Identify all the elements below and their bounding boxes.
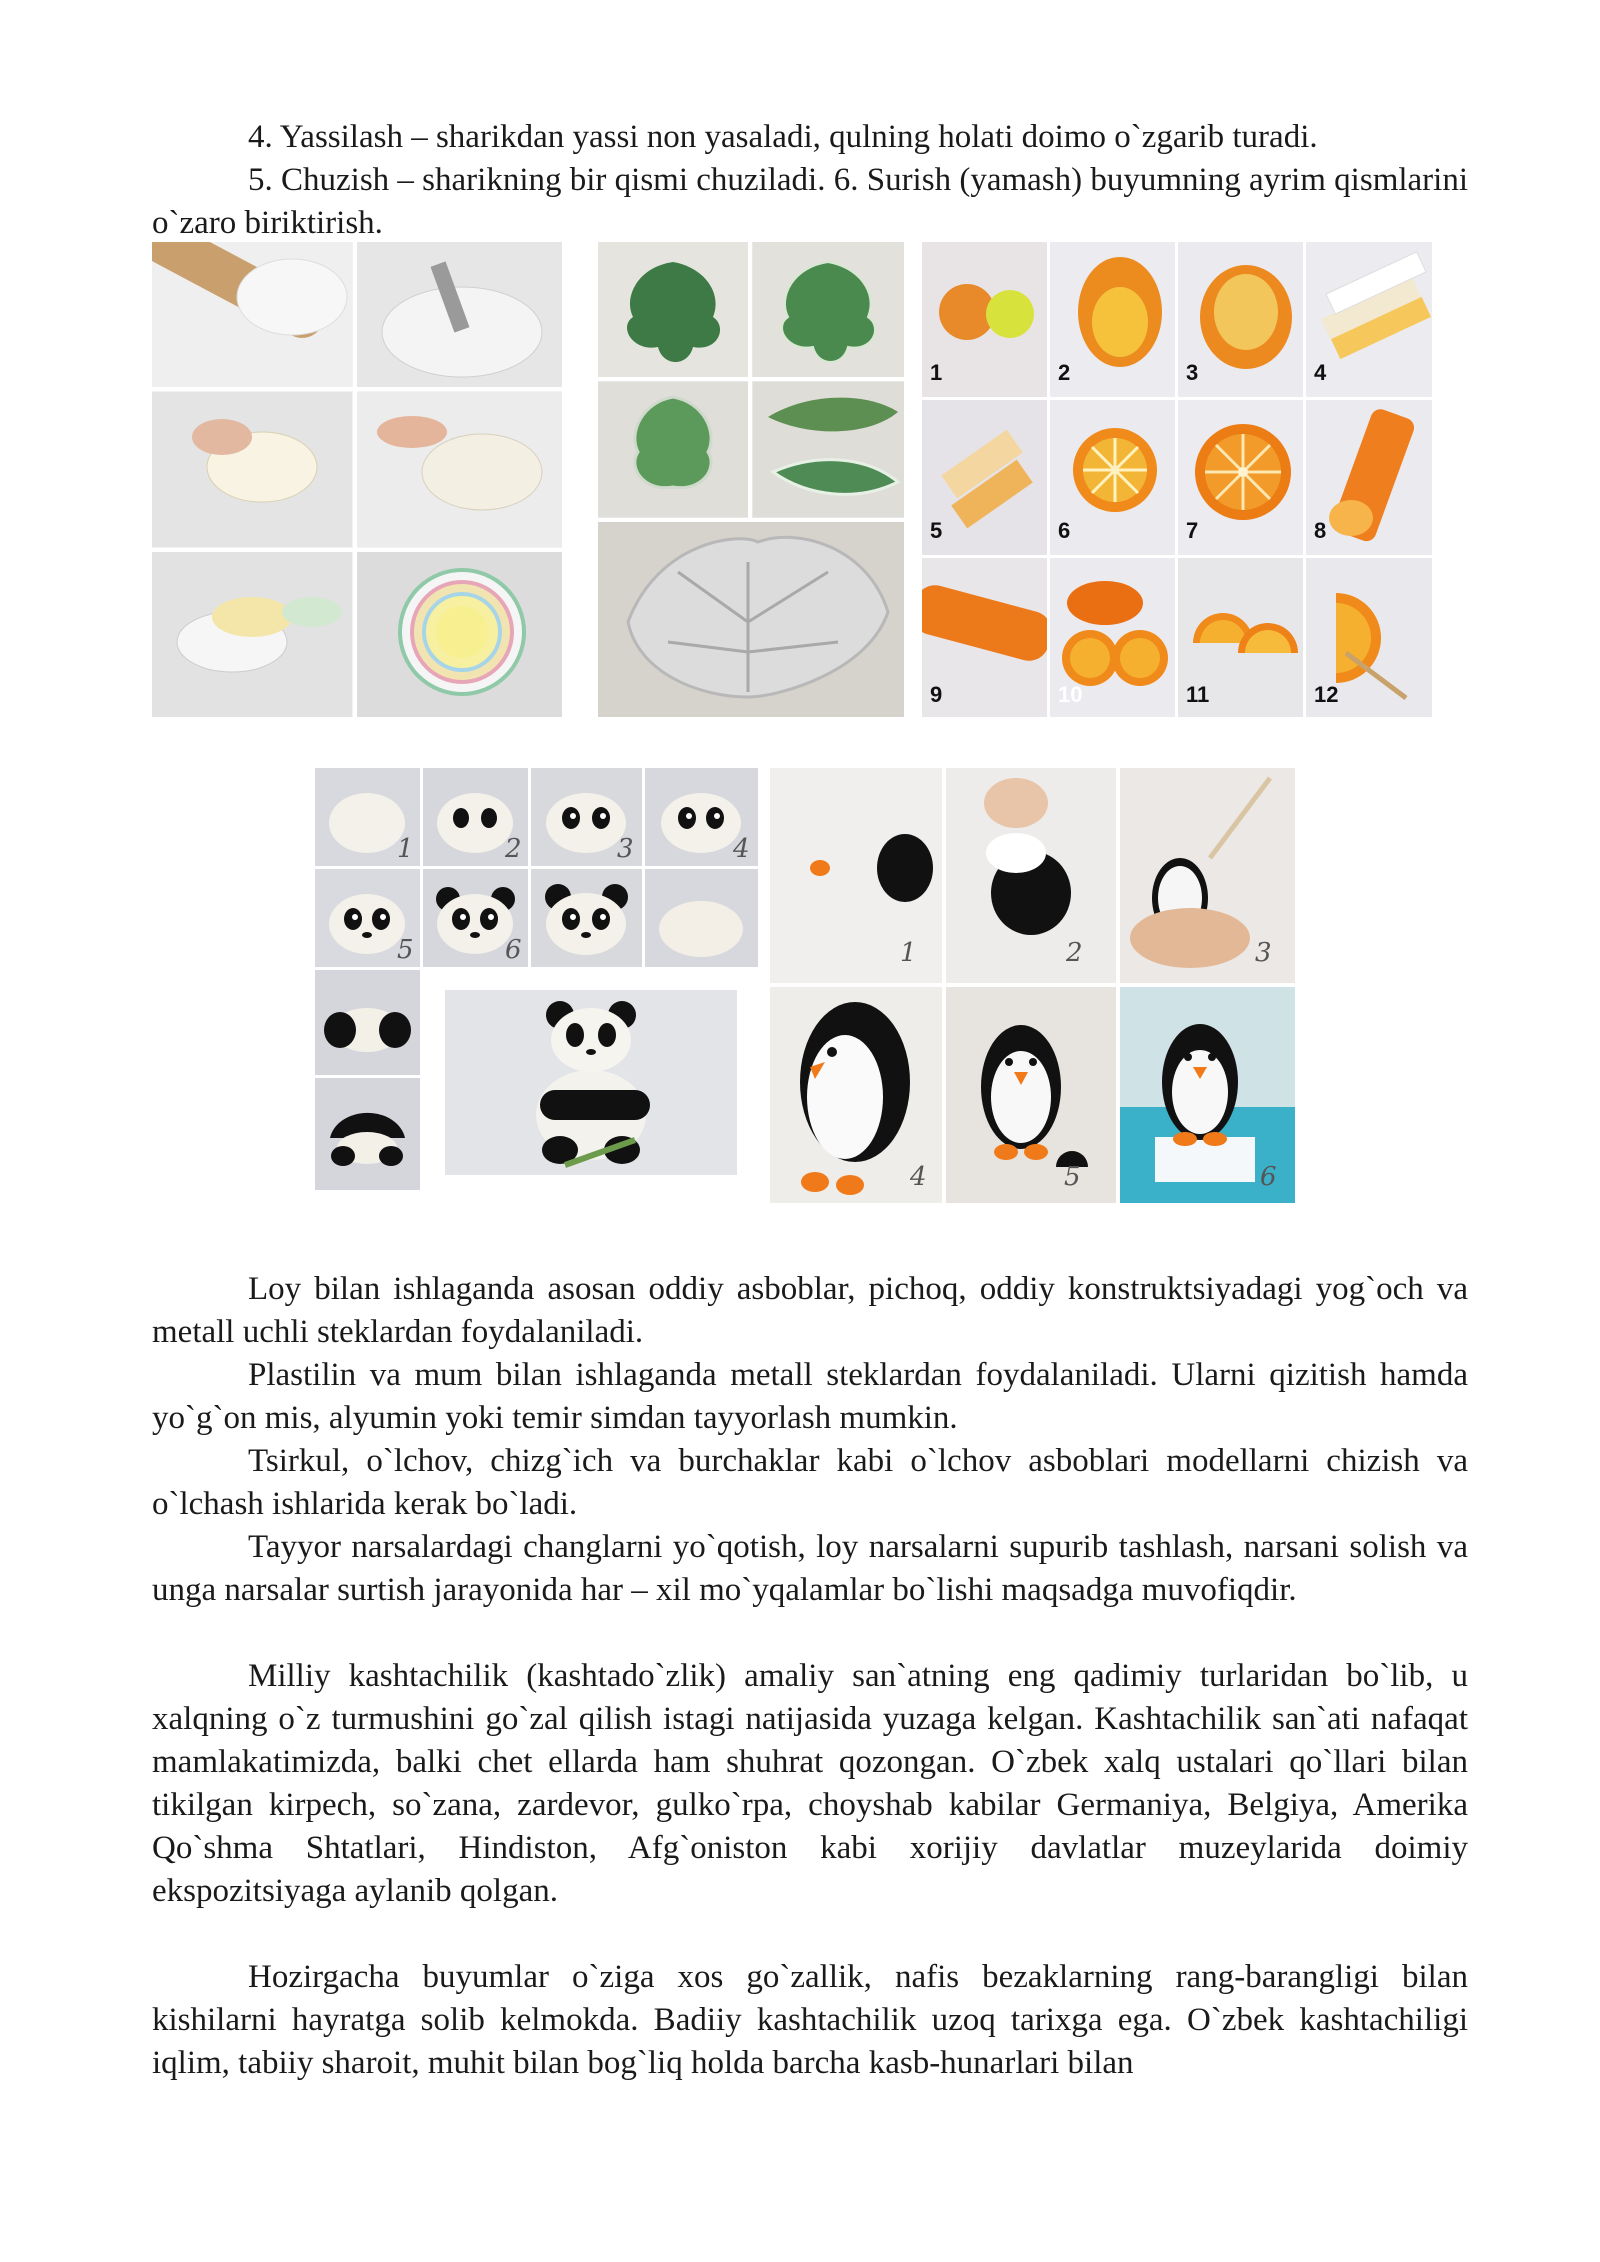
penguin-step-3: [1120, 768, 1295, 983]
penguin-step-6-label: 6: [1260, 1162, 1277, 1192]
panda-step-6-label: 6: [505, 935, 522, 965]
penguin-step-2-label: 2: [1066, 938, 1083, 968]
paragraph-embroidery-history: Hozirgacha buyumlar o`ziga xos go`zallik, nafis bezaklarning rang-barangligi bilan kishilarni hayratga solib kelmokda. Badiiy kashtachilik uzoq tarixga ega. O`zbek kashtachiligi iqlim, tabiiy sharoit, muhit bilan bog`liq holda barcha kasb-hunarlari bilan: [152, 1959, 1468, 2081]
body-text: [152, 1268, 1468, 2085]
penguin-step-5-label: 5: [1064, 1162, 1081, 1192]
orange-step-3-label: 3: [1186, 360, 1199, 385]
clay-bowl-steps-image: [152, 242, 562, 717]
orange-step-12-label: 12: [1314, 682, 1339, 707]
paragraph-embroidery: Milliy kashtachilik (kashtado`zlik) amaliy san`atning eng qadimiy turlaridan bo`lib, u xalqning o`z turmushini go`zal qilish istagi natijasida yuzaga kelgan. Kashtachilik san`ati nafaqat mamlakatimizda, balki chet ellarda ham shuhrat qozongan. O`zbek xalq ustalari qo`llari bilan tikilgan kirpech, so`zana, zardevor, gulko`rpa, choyshab kabilar Germaniya, Belgiya, Amerika Qo`shma Shtatlari, Hindiston, Afg`oniston kabi xorijiy davlatlar muzeylarida doimiy ekspozitsiyaga aylanib qolgan.: [152, 1658, 1468, 1909]
orange-step-5-label: 5: [930, 518, 943, 543]
orange-step-9-label: 9: [930, 682, 943, 707]
orange-step-4: [1306, 242, 1432, 397]
orange-step-1-label: 1: [930, 360, 943, 385]
step-4-text: 4. Yassilash – sharikdan yassi non yasaladi, qulning holati doimo o`zgarib turadi.: [248, 119, 1318, 155]
paragraph-tools-plasticine: Plastilin va mum bilan ishlaganda metall steklardan foydalaniladi. Ularni qizitish hamda yo`g`on mis, alyumin yoki temir simdan tayyorlash mumkin.: [152, 1357, 1468, 1436]
orange-step-2: [1050, 242, 1175, 397]
panda-step-3-label: 3: [617, 834, 634, 864]
penguin-step-4: [770, 987, 942, 1203]
step-5-6-text: 5. Chuzish – sharikning bir qismi chuziladi. 6. Surish (yamash) buyumning ayrim qismlarini o`zaro biriktirish.: [152, 162, 1468, 241]
panda-step-2-label: 2: [505, 834, 522, 864]
penguin-step-1: [770, 768, 942, 983]
orange-step-10-label: 10: [1058, 682, 1083, 707]
orange-step-11: [1178, 558, 1303, 717]
orange-step-5: [922, 400, 1047, 555]
orange-step-6-label: 6: [1058, 518, 1071, 543]
panda-step-4-label: 4: [733, 834, 750, 864]
orange-step-6: [1050, 400, 1175, 555]
panda-legs-step-a: [315, 970, 420, 1075]
orange-step-1: [922, 242, 1047, 397]
panda-step-1-label: 1: [397, 834, 414, 864]
orange-step-7: [1178, 400, 1303, 555]
orange-step-8-label: 8: [1314, 518, 1327, 543]
panda-step-6: [423, 869, 528, 967]
panda-step-2: [423, 768, 528, 866]
orange-step-10: [1050, 558, 1175, 717]
panda-finished: [445, 990, 737, 1175]
orange-step-2-label: 2: [1058, 360, 1071, 385]
penguin-step-5: [946, 987, 1116, 1203]
leaf-plate-steps-image: [598, 242, 904, 717]
penguin-step-3-label: 3: [1255, 938, 1272, 968]
panda-legs-step-b: [315, 1078, 420, 1190]
penguin-steps-image: [770, 768, 1295, 1203]
panda-step-1: [315, 768, 420, 866]
panda-step-3: [531, 768, 642, 866]
orange-step-3: [1178, 242, 1303, 397]
panda-step-7: [531, 869, 642, 967]
orange-slice-steps-image: [922, 242, 1432, 717]
paragraph-measuring-tools: Tsirkul, o`lchov, chizg`ich va burchaklar kabi o`lchov asboblari modellarni chizish va o`lchash ishlarida kerak bo`ladi.: [152, 1443, 1468, 1522]
orange-step-12: [1306, 558, 1432, 717]
orange-step-4-label: 4: [1314, 360, 1327, 385]
panda-step-4: [645, 768, 758, 866]
orange-step-11-label: 11: [1186, 682, 1210, 707]
panda-step-5: [315, 869, 420, 967]
paragraph-brushes: Tayyor narsalardagi changlarni yo`qotish, loy narsalarni supurib tashlash, narsani solish va unga narsalar surtish jarayonida har – xil mo`yqalamlar bo`lishi maqsadga muvofiqdir.: [152, 1529, 1468, 1608]
penguin-step-2: [946, 768, 1116, 983]
orange-step-8: [1306, 400, 1432, 555]
paragraph-tools-clay: Loy bilan ishlaganda asosan oddiy asboblar, pichoq, oddiy konstruktsiyadagi yog`och va metall uchli steklardan foydalaniladi.: [152, 1271, 1468, 1350]
panda-step-5-label: 5: [397, 935, 414, 965]
panda-step-8: [645, 869, 758, 967]
orange-step-9: [922, 558, 1047, 717]
orange-step-7-label: 7: [1186, 518, 1199, 543]
penguin-step-1-label: 1: [900, 938, 917, 968]
penguin-step-4-label: 4: [910, 1162, 927, 1192]
panda-steps-image: [315, 768, 758, 1190]
penguin-step-6: [1120, 987, 1295, 1203]
intro-text: [152, 116, 1468, 245]
